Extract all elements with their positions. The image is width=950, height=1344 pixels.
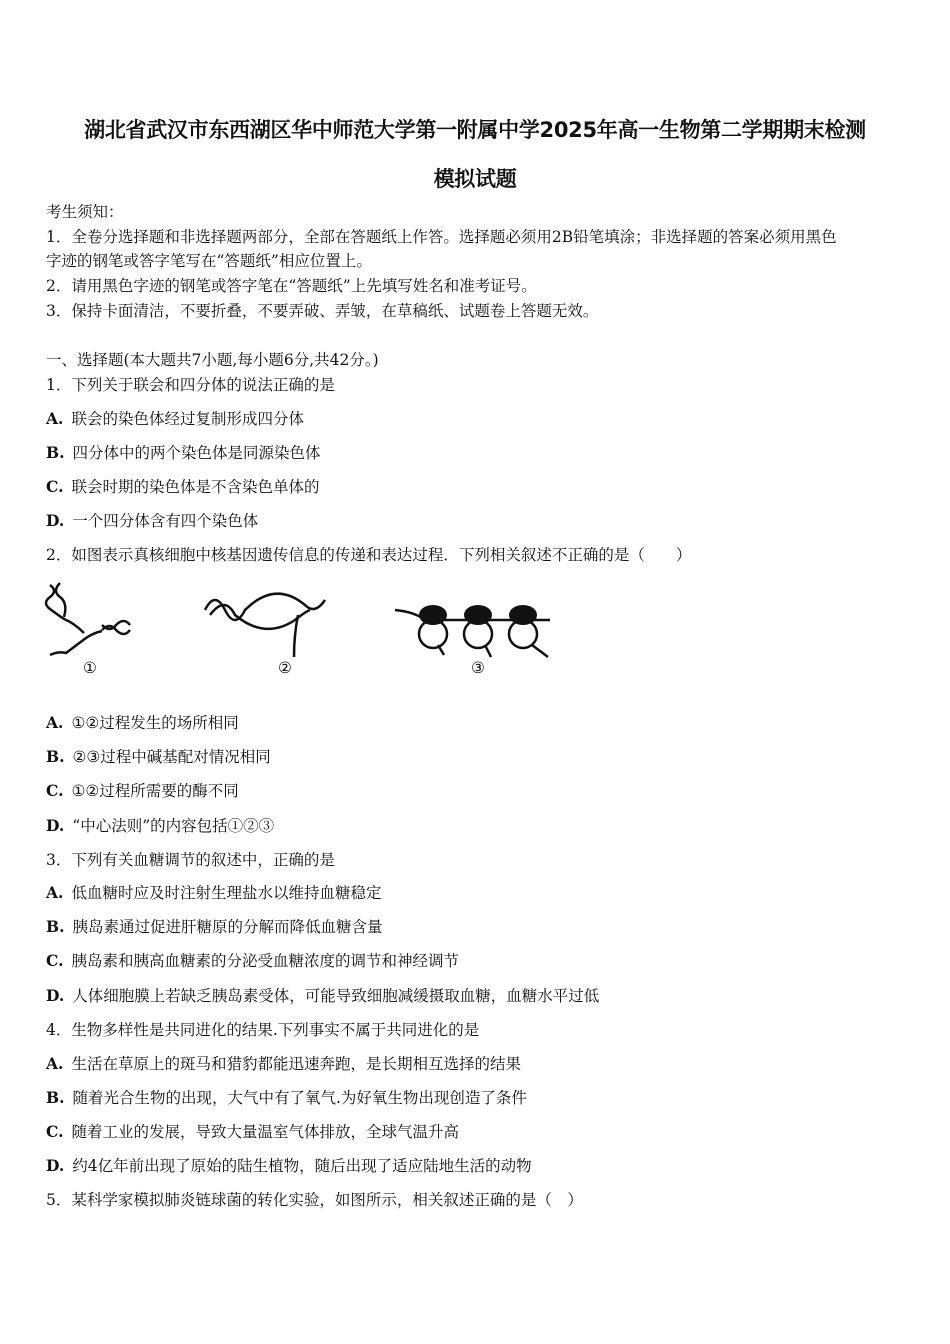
option-text: 胰岛素和胰高血糖素的分泌受血糖浓度的调节和神经调节 xyxy=(71,952,459,970)
option-key: A. xyxy=(46,1054,64,1073)
option-key: D. xyxy=(46,816,65,835)
section-heading: 一、选择题(本大题共7小题,每小题6分,共42分。) xyxy=(46,351,379,369)
answer-option xyxy=(46,443,321,463)
page-title-line2: 模拟试题 xyxy=(433,167,517,191)
question-stem: 5．某科学家模拟肺炎链球菌的转化实验，如图所示，相关叙述正确的是（ ） xyxy=(46,1191,583,1209)
figure-label: ③ xyxy=(471,659,485,677)
answer-option xyxy=(46,986,599,1006)
option-text: ②③过程中碱基配对情况相同 xyxy=(72,748,271,766)
option-text: 生活在草原上的斑马和猎豹都能迅速奔跑，是长期相互选择的结果 xyxy=(71,1055,521,1073)
option-key: A. xyxy=(46,883,64,902)
answer-option xyxy=(46,883,381,903)
answer-option xyxy=(46,1088,527,1108)
notice-item: 3．保持卡面清洁，不要折叠，不要弄破、弄皱，在草稿纸、试题卷上答题无效。 xyxy=(46,302,599,320)
option-text: 联会时期的染色体是不含染色单体的 xyxy=(71,478,320,496)
answer-option xyxy=(46,409,304,429)
answer-option xyxy=(46,951,459,971)
question-stem: 2．如图表示真核细胞中核基因遗传信息的传递和表达过程．下列相关叙述不正确的是（ ） xyxy=(46,546,692,564)
figure-label: ① xyxy=(83,659,97,677)
answer-option xyxy=(46,917,383,937)
page-title: 湖北省武汉市东西湖区华中师范大学第一附属中学2025年高一生物第二学期期末检测 xyxy=(84,118,866,142)
option-text: 胰岛素通过促进肝糖原的分解而降低血糖含量 xyxy=(72,918,383,936)
ribosome-icon xyxy=(464,605,492,625)
option-key: B. xyxy=(46,1088,65,1107)
option-text: 随着工业的发展，导致大量温室气体排放，全球气温升高 xyxy=(71,1123,459,1141)
option-key: C. xyxy=(46,951,64,970)
option-key: C. xyxy=(46,781,64,800)
replication-strand xyxy=(50,631,102,655)
option-text: ①②过程发生的场所相同 xyxy=(71,714,239,732)
figure-label: ② xyxy=(278,659,292,677)
answer-option xyxy=(46,477,319,497)
option-key: B. xyxy=(46,747,65,766)
option-key: A. xyxy=(46,409,64,428)
option-text: 联会的染色体经过复制形成四分体 xyxy=(71,410,304,428)
option-text: 随着光合生物的出现，大气中有了氧气.为好氧生物出现创造了条件 xyxy=(72,1089,527,1107)
option-key: D. xyxy=(46,511,65,530)
option-text: “中心法则”的内容包括①②③ xyxy=(72,817,275,835)
answer-option xyxy=(46,1122,459,1142)
question-stem: 3．下列有关血糖调节的叙述中，正确的是 xyxy=(46,851,335,869)
figure-dna-processes xyxy=(40,575,580,685)
notice-item: 字迹的钢笔或答字笔写在“答题纸”相应位置上。 xyxy=(46,252,372,270)
answer-option xyxy=(46,713,239,733)
option-key: C. xyxy=(46,477,64,496)
option-text: 一个四分体含有四个染色体 xyxy=(72,512,259,530)
answer-option xyxy=(46,816,274,836)
option-text: ①②过程所需要的酶不同 xyxy=(71,782,239,800)
notice-heading: 考生须知： xyxy=(46,203,124,221)
notice-item: 2．请用黑色字迹的钢笔或答字笔在“答题纸”上先填写姓名和准考证号。 xyxy=(46,277,537,295)
option-key: B. xyxy=(46,917,65,936)
question-stem: 4．生物多样性是共同进化的结果.下列事实不属于共同进化的是 xyxy=(46,1021,480,1039)
answer-option xyxy=(46,1156,532,1176)
option-text: 人体细胞膜上若缺乏胰岛素受体，可能导致细胞减缓摄取血糖，血糖水平过低 xyxy=(72,987,600,1005)
option-key: A. xyxy=(46,713,64,732)
option-key: D. xyxy=(46,1156,65,1175)
answer-option xyxy=(46,747,271,767)
answer-option xyxy=(46,781,239,801)
ribosome-icon xyxy=(419,605,447,625)
ribosome-icon xyxy=(509,605,537,625)
answer-option xyxy=(46,1054,521,1074)
option-text: 低血糖时应及时注射生理盐水以维持血糖稳定 xyxy=(71,884,382,902)
option-text: 四分体中的两个染色体是同源染色体 xyxy=(72,444,321,462)
question-stem: 1．下列关于联会和四分体的说法正确的是 xyxy=(46,376,335,394)
notice-item: 1．全卷分选择题和非选择题两部分，全部在答题纸上作答。选择题必须用2B铅笔填涂；非选择题的答案必须用黑色 xyxy=(46,228,837,246)
replication-strand xyxy=(56,583,65,617)
option-key: D. xyxy=(46,986,65,1005)
replication-strand xyxy=(102,621,130,629)
option-key: C. xyxy=(46,1122,64,1141)
option-text: 约4亿年前出现了原始的陆生植物，随后出现了适应陆地生活的动物 xyxy=(72,1157,532,1175)
answer-option xyxy=(46,511,258,531)
option-key: B. xyxy=(46,443,65,462)
transcription-strand xyxy=(205,594,325,620)
